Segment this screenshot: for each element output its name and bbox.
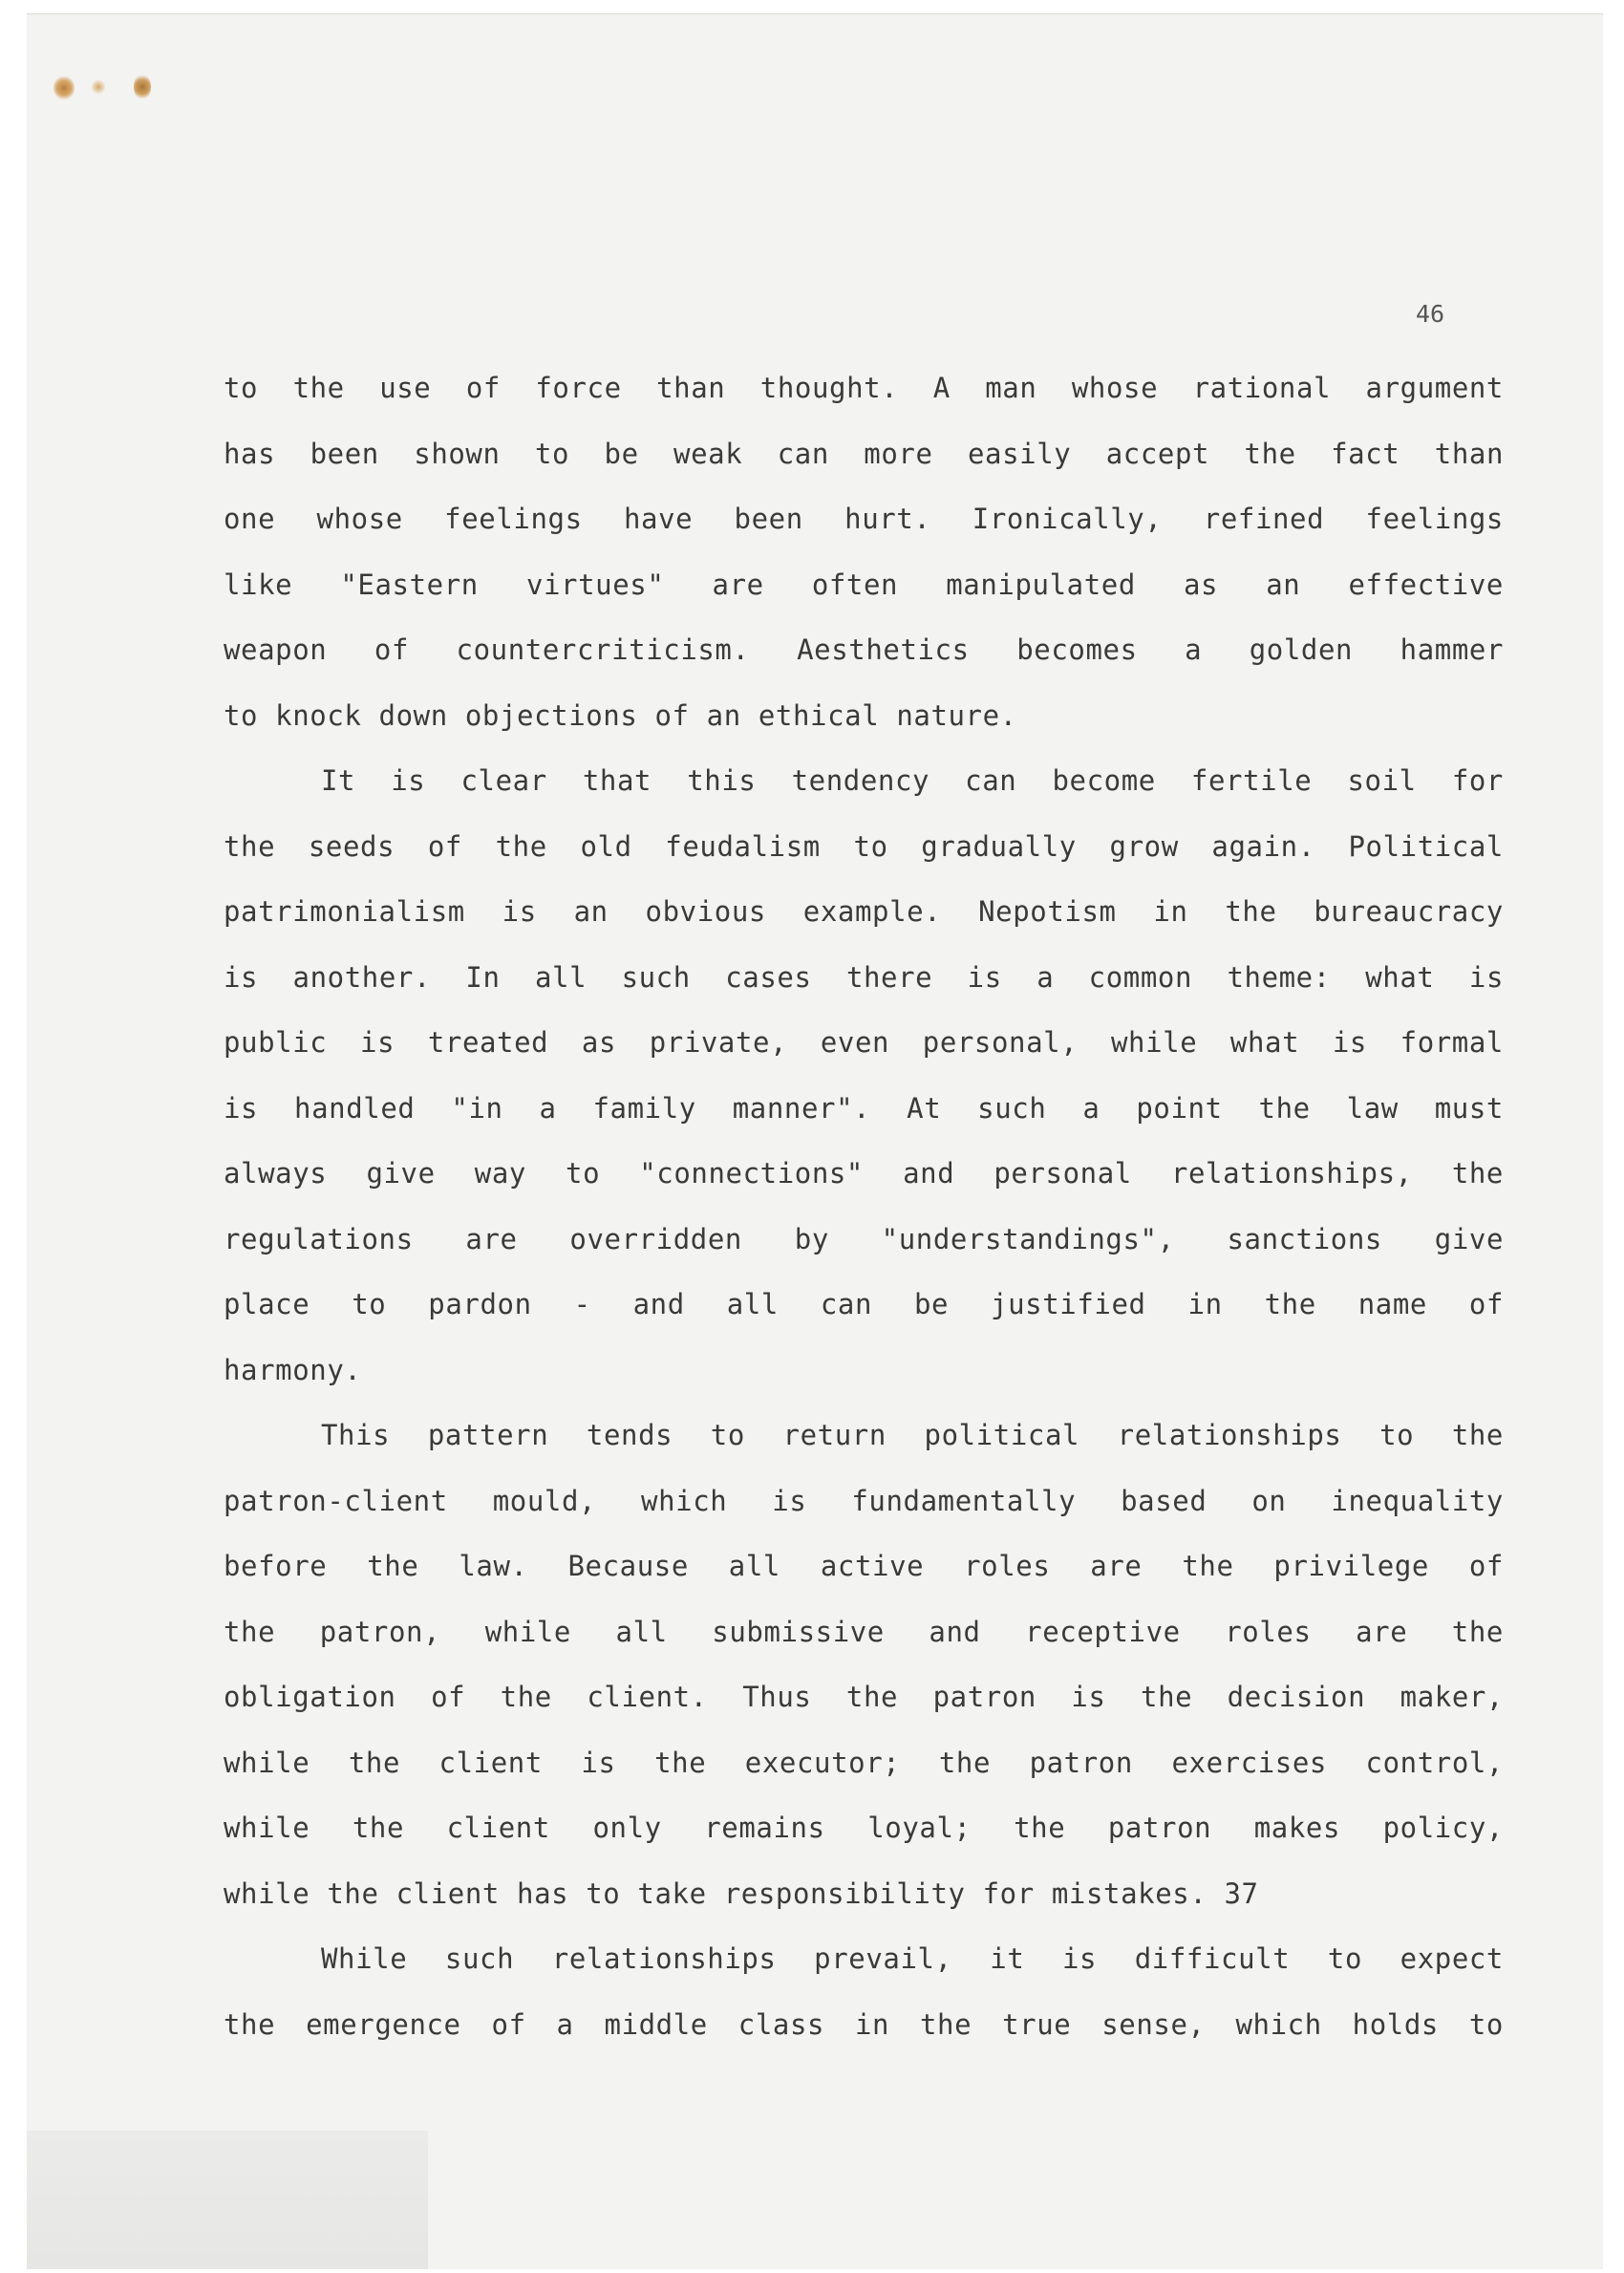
text-line: before the law. Because all active roles are the privilege of [224, 1550, 1504, 1582]
text-line: while the client is the executor; the patron exercises control, [224, 1746, 1504, 1779]
text-line: obligation of the client. Thus the patron is the decision maker, [224, 1681, 1504, 1713]
text-line: always give way to "connections" and personal relationships, the [224, 1157, 1504, 1190]
page-number: 46 [1416, 300, 1445, 328]
text-line: place to pardon - and all can be justified in the name of [224, 1288, 1504, 1320]
scan-shadow [27, 2131, 428, 2269]
text-line: patron-client mould, which is fundamentally based on inequality [224, 1484, 1504, 1517]
stain-mark [134, 74, 151, 100]
text-line: has been shown to be weak can more easily accept the fact than [224, 437, 1504, 470]
text-line: patrimonialism is an obvious example. Nepotism in the bureaucracy [224, 895, 1504, 928]
text-line: the emergence of a middle class in the true sense, which holds to [224, 2007, 1504, 2041]
text-line: regulations are overridden by "understandings", sanctions give [224, 1222, 1504, 1255]
text-line: harmony. [224, 1353, 362, 1386]
stain-mark [92, 79, 105, 95]
text-line: weapon of countercriticism. Aesthetics becomes a golden hammer [224, 633, 1504, 666]
text-line: like "Eastern virtues" are often manipulated as an effective [224, 568, 1504, 601]
text-line: to knock down objections of an ethical nature. [224, 698, 1017, 732]
text-line: the seeds of the old feudalism to gradually grow again. Political [224, 829, 1504, 863]
text-line: while the client has to take responsibility for mistakes. 37 [224, 1876, 1259, 1910]
text-line: to the use of force than thought. A man whose rational argument [224, 372, 1504, 404]
text-line: is handled "in a family manner". At such a point the law must [224, 1091, 1504, 1125]
stain-mark [53, 75, 75, 100]
text-line: while the client only remains loyal; the patron makes policy, [224, 1812, 1504, 1844]
text-line: one whose feelings have been hurt. Ironically, refined feelings [224, 503, 1504, 535]
text-line: It is clear that this tendency can become fertile soil for [321, 764, 1504, 797]
text-line: the patron, while all submissive and receptive roles are the [224, 1615, 1504, 1648]
text-line: public is treated as private, even personal, while what is formal [224, 1026, 1504, 1059]
text-line: is another. In all such cases there is a common theme: what is [224, 960, 1504, 994]
body-text [224, 355, 1504, 2057]
text-line: This pattern tends to return political relationships to the [321, 1419, 1504, 1451]
text-line: While such relationships prevail, it is difficult to expect [321, 1942, 1504, 1975]
